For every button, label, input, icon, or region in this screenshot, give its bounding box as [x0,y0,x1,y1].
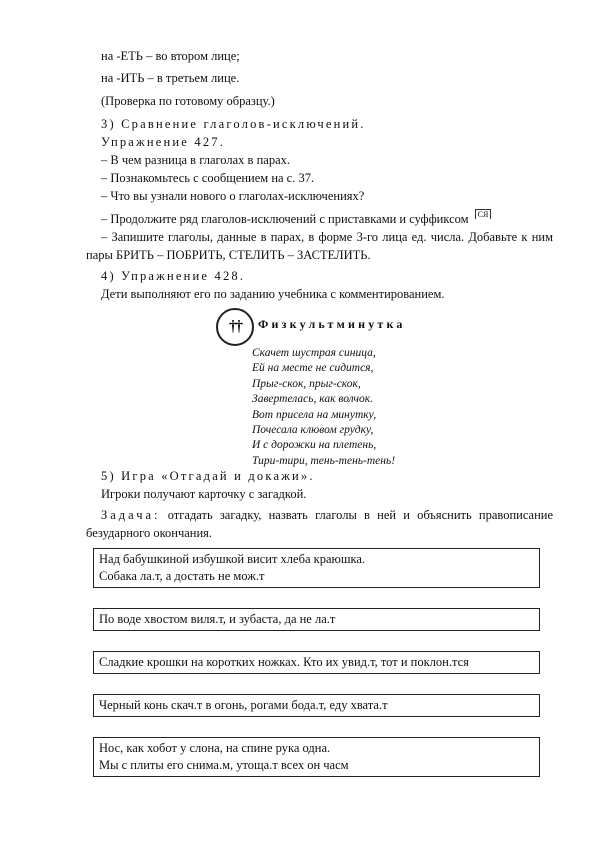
section3-question-1: – В чем разница в глаголах в парах. [101,153,290,167]
poem-line: Прыг-скок, прыг-скок, [252,377,361,390]
riddle-card-5 [93,737,540,777]
section5-task [86,507,553,542]
intro-line-3: (Проверка по готовому образцу.) [101,94,275,108]
physical-exercise-icon: †† [216,308,254,346]
riddle-card-2 [93,608,540,631]
section3-exercise: Упражнение 427. [101,135,226,149]
section3-question-4-row [101,211,491,229]
section3-question-3: – Что вы узнали нового о глаголах-исключениях? [101,189,365,203]
section4-text: Дети выполняют его по заданию учебника с комментированием. [101,287,445,301]
riddle-card-4 [93,694,540,717]
section5-heading: 5) Игра «Отгадай и докажи». [101,469,315,483]
riddle-line: Собака ла.т, а достать не мож.т [99,569,265,583]
poem-line: Вот присела на минутку, [252,408,377,421]
poem-line: Почесала клювом грудку, [252,424,374,437]
section3-question-5: – Запишите глаголы, данные в парах, в форме 3-го лица ед. числа. Добавьте к ним пары БРИТЬ – ПОБРИТЬ, СТЕЛИТЬ – ЗАСТЕЛИТЬ. [86,230,553,262]
section3-heading: 3) Сравнение глаголов-исключений. [101,117,366,131]
poem-line: Скачет шустрая синица, [252,347,376,359]
riddle-line: Сладкие крошки на коротких ножках. Кто их увид.т, тот и поклон.тся [99,655,469,669]
intro-line-1: на -ЕТЬ – во втором лице; [101,49,240,63]
physical-exercise-title: Физкультминутка [258,317,406,331]
intro-line-2: на -ИТЬ – в третьем лице. [101,71,240,85]
riddle-line: Мы с плиты его снима.м, утоща.т всех он часм [99,758,349,772]
section4-heading: 4) Упражнение 428. [101,269,246,283]
poem-line: Ей на месте не сидится, [252,362,374,375]
section3-question-2: – Познакомьтесь с сообщением на с. 37. [101,171,315,185]
poem-line: Завертелась, как волчок. [252,393,374,406]
poem-line: И с дорожки на плетень, [252,439,377,452]
poem [252,346,395,469]
task-label: Задача: [101,508,161,522]
riddle-line: Черный конь скач.т в огонь, рогами бода.т, еду хвата.т [99,698,388,712]
book-reference-icon: СЯ [475,209,492,219]
riddle-line: По воде хвостом виля.т, и зубаста, да не ла.т [99,612,336,626]
riddle-card-3 [93,651,540,674]
section5-text: Игроки получают карточку с загадкой. [101,487,307,501]
riddle-line: Нос, как хобот у слона, на спине рука одна. [99,741,331,755]
task-text: отгадать загадку, назвать глаголы в ней и объяснить правописание безударного окончания. [86,508,554,540]
riddle-card-1 [93,548,540,588]
poem-line: Тири-тири, тень-тень-тень! [252,454,396,467]
riddle-line: Над бабушкиной избушкой висит хлеба краюшка. [99,552,366,566]
section3-question-4: – Продолжите ряд глаголов-исключений с приставками и суффиксом [101,212,469,226]
